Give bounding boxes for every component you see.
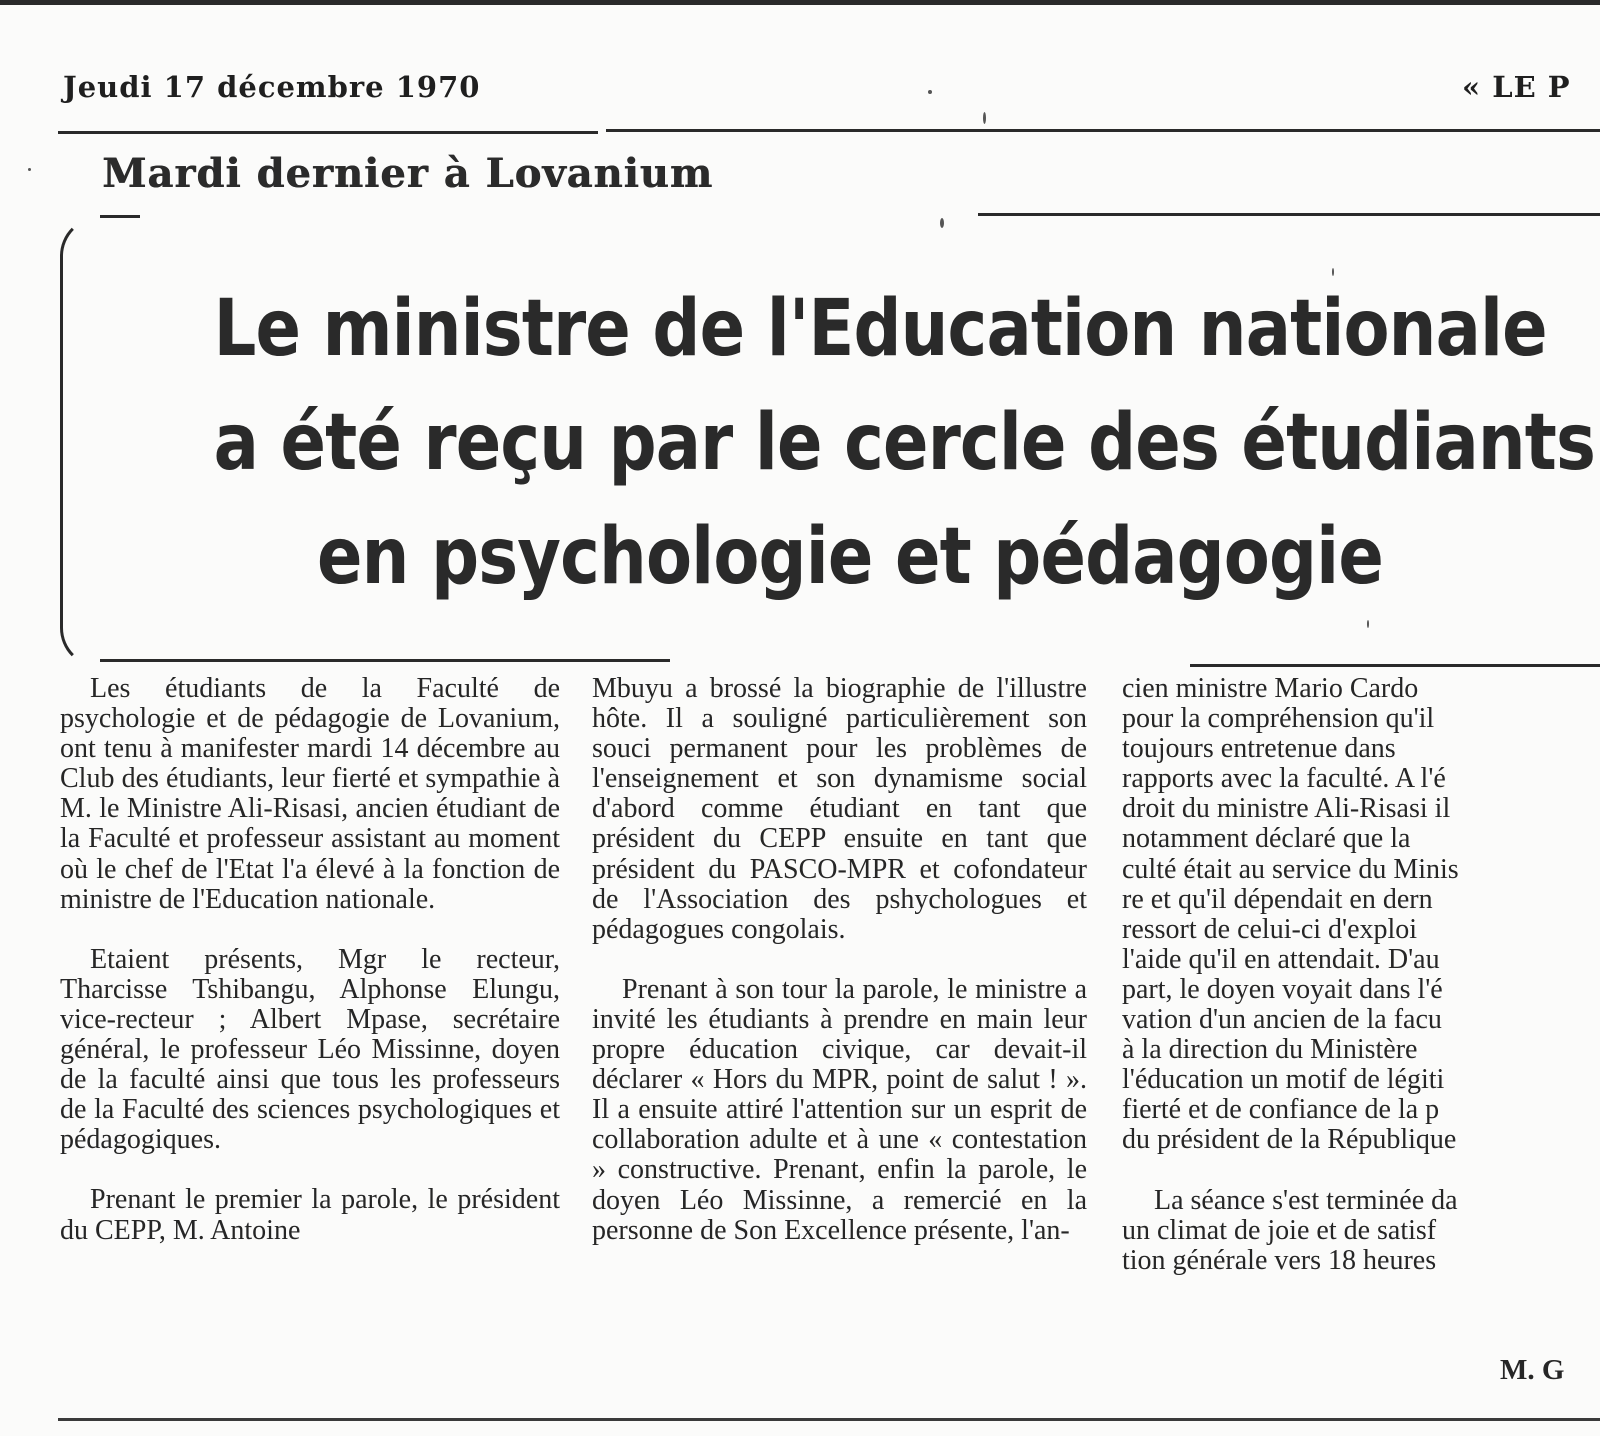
article-column-2: [592, 674, 1087, 1276]
column3-line: l'éducation un motif de légiti: [1122, 1064, 1445, 1096]
scan-top-edge: [0, 0, 1600, 5]
print-speck: [983, 112, 986, 124]
frame-top-left: [100, 215, 140, 218]
column3-line: rapports avec la faculté. A l'é: [1122, 763, 1446, 795]
article-column-1: [60, 674, 560, 1276]
column1-paragraph-2: Etaient présents, Mgr le recteur, Tharcisse Tshibangu, Alphonse Elungu, vice-recteur ; Albert Mpase, secrétaire général, le professeur Léo Missinne, doyen de la faculté ainsi que tous les professeurs de la Faculté des sciences psychologiques et pédagogiques.: [60, 943, 560, 1156]
newspaper-name: « LE P: [1462, 70, 1571, 104]
closing-line: La séance s'est terminée da: [1154, 1184, 1458, 1216]
print-speck: [1332, 268, 1334, 276]
masthead-rule-left: [58, 131, 598, 134]
print-speck: [1367, 620, 1369, 628]
column1-paragraph-1: Les étudiants de la Faculté de psychologie et de pédagogie de Lovanium, ont tenu à manifester mardi 14 décembre au Club des étudiants, leur fierté et sympathie à M. le Ministre Ali-Risasi, ancien étudiant de la Faculté et professeur assistant au moment où le chef de l'Etat l'a élevé à la fonction de ministre de l'Education nationale.: [60, 673, 560, 915]
print-speck: [928, 90, 932, 94]
frame-bottom-left: [100, 659, 670, 662]
closing-line: un climat de joie et de satisf: [1122, 1214, 1437, 1246]
column3-line: cien ministre Mario Cardo: [1122, 674, 1419, 704]
column3-line: vation d'un ancien de la facu: [1122, 1004, 1442, 1036]
column1-paragraph-3: Prenant le premier la parole, le président du CEPP, M. Antoine: [60, 1184, 560, 1246]
column3-line: à la direction du Ministère: [1122, 1034, 1418, 1066]
masthead-rule-right: [606, 129, 1600, 132]
column3-line: droit du ministre Ali-Risasi il: [1122, 793, 1451, 825]
print-speck: [940, 218, 944, 228]
column3-line: fierté et de confiance de la p: [1122, 1094, 1440, 1126]
print-speck: [28, 168, 31, 171]
column3-line: toujours entretenue dans: [1122, 733, 1396, 765]
frame-top-right: [978, 213, 1600, 216]
article-headline: [213, 272, 1596, 614]
closing-line: tion générale vers 18 heures: [1122, 1244, 1437, 1276]
column3-line: culté était au service du Minis: [1122, 853, 1459, 885]
column3-line: du président de la République: [1122, 1124, 1457, 1156]
frame-bottom-right: [1190, 664, 1600, 667]
article-kicker: Mardi dernier à Lovanium: [102, 150, 714, 197]
author-signature: M. G: [1500, 1354, 1565, 1386]
column2-paragraph-2: Prenant à son tour la parole, le ministre a invité les étudiants à prendre en main leur propre éducation civique, car devait-il déclarer « Hors du MPR, point de salut ! ». Il a ensuite attiré l'attention sur un esprit de collaboration adulte et à une « contestation » constructive. Prenant, enfin la parole, le doyen Léo Missinne, a remercié en la personne de Son Excellence présente, l'an-: [592, 973, 1087, 1246]
headline-line-2: a été reçu par le cercle des étudiants: [213, 398, 1596, 488]
clipping-bottom-edge: [58, 1418, 1600, 1421]
column3-line: pour la compréhension qu'il: [1122, 703, 1435, 735]
column3-line: l'aide qu'il en attendait. D'au: [1122, 943, 1440, 975]
column3-line: ressort de celui-ci d'exploi: [1122, 913, 1418, 945]
column3-line: part, le doyen voyait dans l'é: [1122, 973, 1443, 1005]
column2-paragraph-1: Mbuyu a brossé la biographie de l'illustre hôte. Il a souligné particulièrement son souci permanent pour les problèmes de l'enseignement et son dynamisme social d'abord comme étudiant en tant que président du CEPP ensuite en tant que président du PASCO-MPR et cofondateur de l'Association des pshychologues et pédagogues congolais.: [592, 673, 1087, 945]
paragraph-gap: [1122, 1156, 1600, 1186]
column3-line: notamment déclaré que la: [1122, 823, 1411, 855]
article-column-3: [1122, 674, 1600, 1276]
issue-date: Jeudi 17 décembre 1970: [63, 70, 481, 104]
column3-line: re et qu'il dépendait en dern: [1122, 883, 1433, 915]
headline-line-1: Le ministre de l'Education nationale: [213, 284, 1547, 374]
headline-line-3: en psychologie et pédagogie: [317, 512, 1383, 602]
